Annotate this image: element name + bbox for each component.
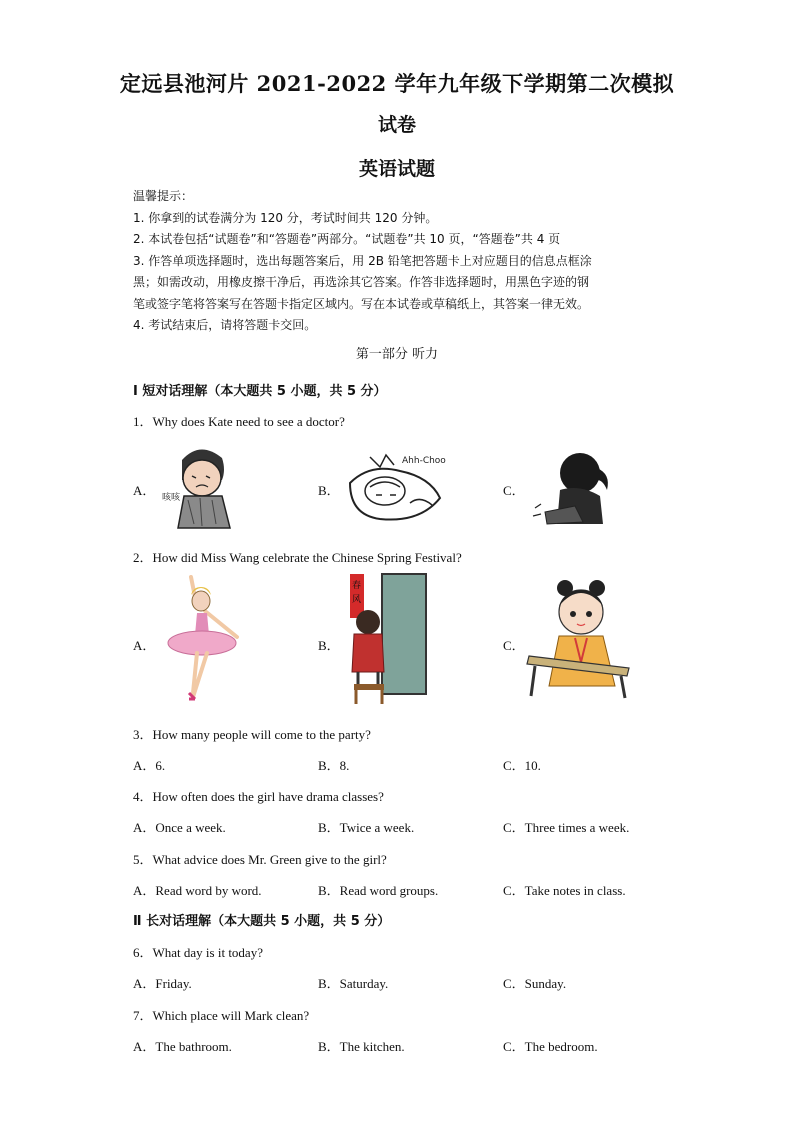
option-c: C．Take notes in class.: [503, 883, 626, 898]
question-stem: 7．Which place will Mark clean?: [133, 1008, 310, 1023]
option-a: A．6.: [133, 758, 166, 773]
section-heading-1: Ⅰ 短对话理解（本大题共 5 小题，共 5 分）: [133, 384, 387, 399]
option-a: A．Read word by word.: [133, 883, 262, 898]
notes-line: 黑；如需改动，用橡皮擦干净后，再选涂其它答案。作答非选择题时，用黑色字迹的钢: [133, 275, 590, 289]
notes-heading: 温馨提示：: [133, 189, 194, 203]
option-label: A．: [133, 483, 156, 498]
question-stem: 1．Why does Kate need to see a doctor?: [133, 414, 345, 429]
notes-line: 笔或签字笔将答案写在答题卡指定区域内。写在本试卷或草稿纸上，其答案一律无效。: [133, 296, 590, 311]
svg-text:春: 春: [352, 581, 362, 591]
notes-block: [133, 186, 663, 337]
guzheng-girl-icon: [525, 578, 635, 703]
section-heading-2: Ⅱ 长对话理解（本大题共 5 小题，共 5 分）: [133, 914, 391, 929]
svg-text:风: 风: [352, 595, 362, 605]
option-b: B．8.: [318, 758, 350, 773]
exam-title-line2: 试卷: [377, 114, 416, 136]
option-a: A．The bathroom.: [133, 1039, 232, 1054]
question-stem: 2．How did Miss Wang celebrate the Chinese Spring Festival?: [133, 550, 462, 565]
option-c: C．Sunday.: [503, 976, 567, 991]
option-b: B．Twice a week.: [318, 820, 415, 835]
question-stem: 4．How often does the girl have drama classes?: [133, 789, 384, 804]
notes-line: 1. 你拿到的试卷满分为 120 分，考试时间共 120 分钟。: [133, 210, 438, 225]
option-label: C．: [503, 483, 525, 498]
notes-line: 3. 作答单项选择题时，选出每题答案后，用 2B 铅笔把答题卡上对应题目的信息点框涂: [133, 253, 592, 268]
notes-line: 4. 考试结束后，请将答题卡交回。: [133, 318, 317, 332]
question-stem: 6．What day is it today?: [133, 945, 263, 960]
question-stem: 3．How many people will come to the party?: [133, 727, 371, 742]
option-b: B．Read word groups.: [318, 883, 439, 898]
svg-text:Ahh-Choo: Ahh-Choo: [402, 456, 446, 466]
option-c: C．10.: [503, 758, 541, 773]
option-c: C．The bedroom.: [503, 1039, 598, 1054]
notes-line: 2. 本试卷包括“试题卷”和“答题卷”两部分。“试题卷”共 10 页，“答题卷”共 4 页: [133, 232, 561, 246]
option-b: B．The kitchen.: [318, 1039, 405, 1054]
option-label: A．: [133, 638, 156, 653]
option-a: A．Friday.: [133, 976, 192, 991]
couplet-door-icon: [338, 572, 428, 707]
part-title: 第一部分 听力: [355, 347, 439, 362]
option-label: B．: [318, 638, 340, 653]
subject-title: 英语试题: [358, 158, 435, 180]
option-c: C．Three times a week.: [503, 820, 630, 835]
sick-in-bed-icon: [340, 443, 450, 528]
question-stem: 5．What advice does Mr. Green give to the girl?: [133, 852, 387, 867]
option-a: A．Once a week.: [133, 820, 226, 835]
exam-title: 定远县池河片 2021-2022 学年九年级下学期第二次模拟: [119, 71, 675, 96]
option-b: B．Saturday.: [318, 976, 389, 991]
option-label: B．: [318, 483, 340, 498]
coughing-boy-icon: [160, 440, 242, 532]
option-label: C．: [503, 638, 525, 653]
svg-text:咳咳: 咳咳: [162, 493, 181, 503]
sad-girl-icon: [525, 448, 625, 528]
ballet-dancer-icon: [153, 575, 243, 705]
